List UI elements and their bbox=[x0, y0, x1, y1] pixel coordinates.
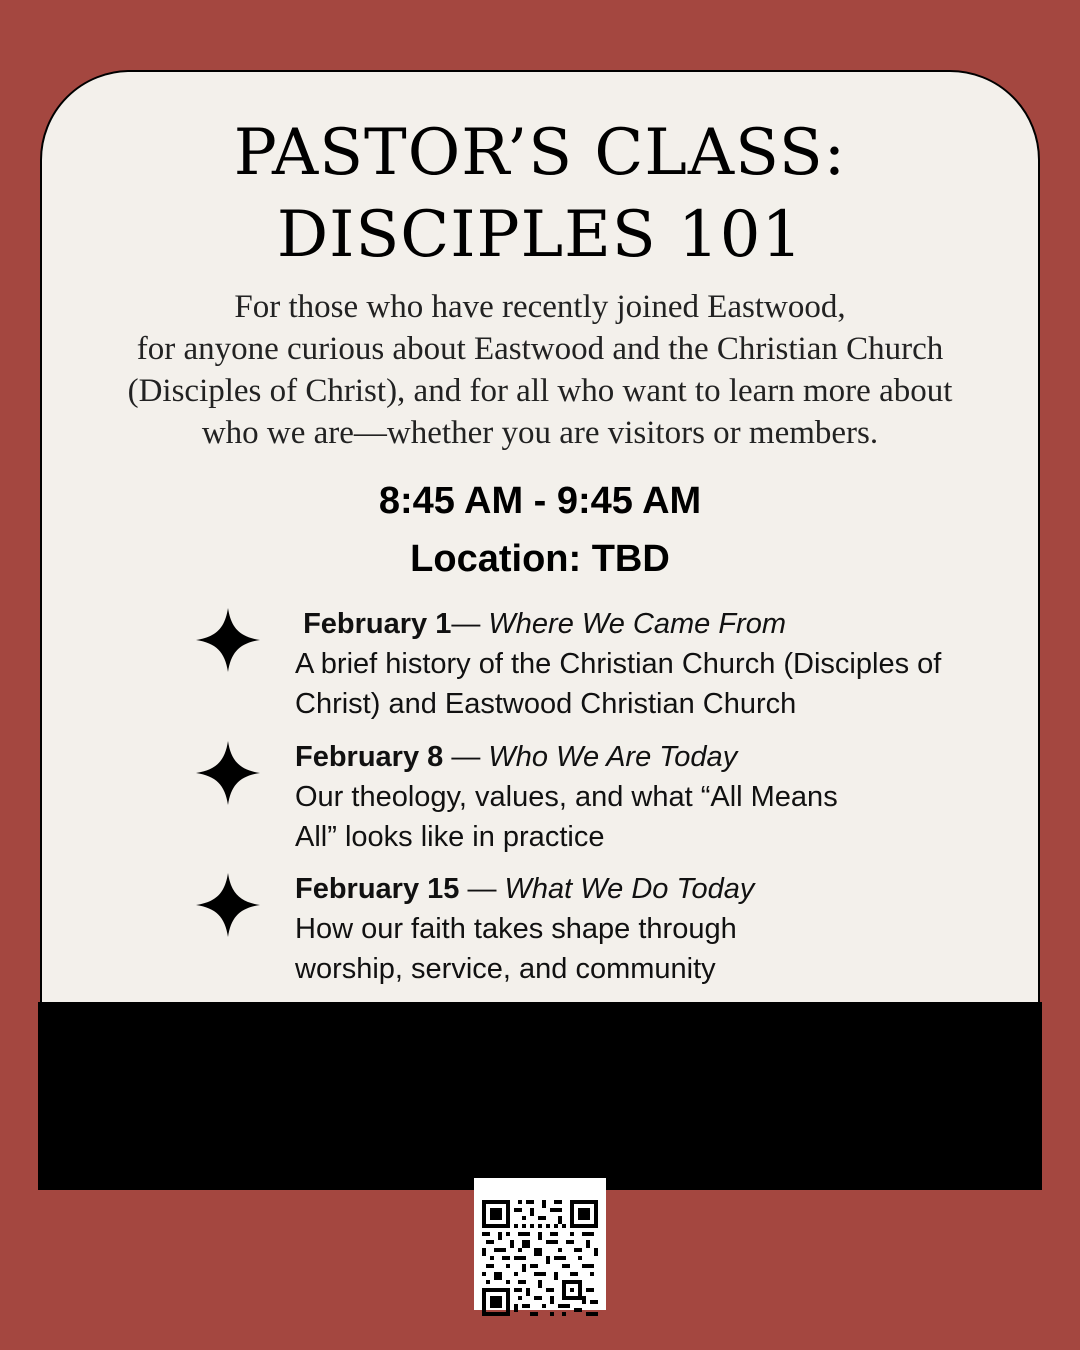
session-heading bbox=[295, 608, 786, 640]
session-desc-line-1: A brief history of the Christian Church (Disciples of bbox=[295, 648, 942, 680]
qr-code[interactable] bbox=[474, 1178, 606, 1310]
session-desc-line-1: How our faith takes shape through bbox=[295, 913, 737, 945]
session-desc-line-2: worship, service, and community bbox=[295, 953, 716, 985]
session-topic: Who We Are Today bbox=[488, 741, 738, 773]
intro-line-3: (Disciples of Christ), and for all who want to learn more about bbox=[127, 373, 953, 409]
title-line-2: DISCIPLES 101 bbox=[276, 198, 804, 272]
session-heading bbox=[295, 873, 754, 905]
four-point-star-icon bbox=[196, 873, 260, 937]
session-text bbox=[295, 604, 1015, 724]
session-text bbox=[295, 737, 1015, 857]
title-line-1: PASTOR’S CLASS: bbox=[233, 116, 847, 190]
session-date: February 8 bbox=[295, 741, 444, 773]
class-time: 8:45 AM - 9:45 AM bbox=[378, 480, 702, 522]
session-dash: — bbox=[451, 608, 489, 640]
session-topic: Where We Came From bbox=[488, 608, 786, 640]
qr-code-icon bbox=[482, 1200, 598, 1316]
page-title bbox=[0, 112, 1080, 276]
session-date: February 15 bbox=[295, 873, 460, 905]
session-text bbox=[295, 869, 1015, 989]
intro-line-4: who we are—whether you are visitors or members. bbox=[201, 415, 879, 451]
session-desc-line-2: All” looks like in practice bbox=[295, 821, 605, 853]
four-point-star-icon bbox=[196, 608, 260, 672]
intro-line-2: for anyone curious about Eastwood and the Christian Church bbox=[136, 331, 944, 367]
session-desc-line-2: Christ) and Eastwood Christian Church bbox=[295, 688, 797, 720]
black-footer-bar bbox=[38, 1002, 1042, 1190]
session-topic: What We Do Today bbox=[504, 873, 755, 905]
session-date: February 1 bbox=[303, 608, 452, 640]
session-dash: — bbox=[443, 741, 489, 773]
session-dash: — bbox=[459, 873, 505, 905]
session-desc-line-1: Our theology, values, and what “All Means bbox=[295, 781, 838, 813]
class-location: Location: TBD bbox=[410, 538, 670, 580]
intro-text bbox=[50, 286, 1030, 454]
four-point-star-icon bbox=[196, 741, 260, 805]
session-heading bbox=[295, 741, 737, 773]
intro-line-1: For those who have recently joined Eastwood, bbox=[234, 289, 846, 325]
